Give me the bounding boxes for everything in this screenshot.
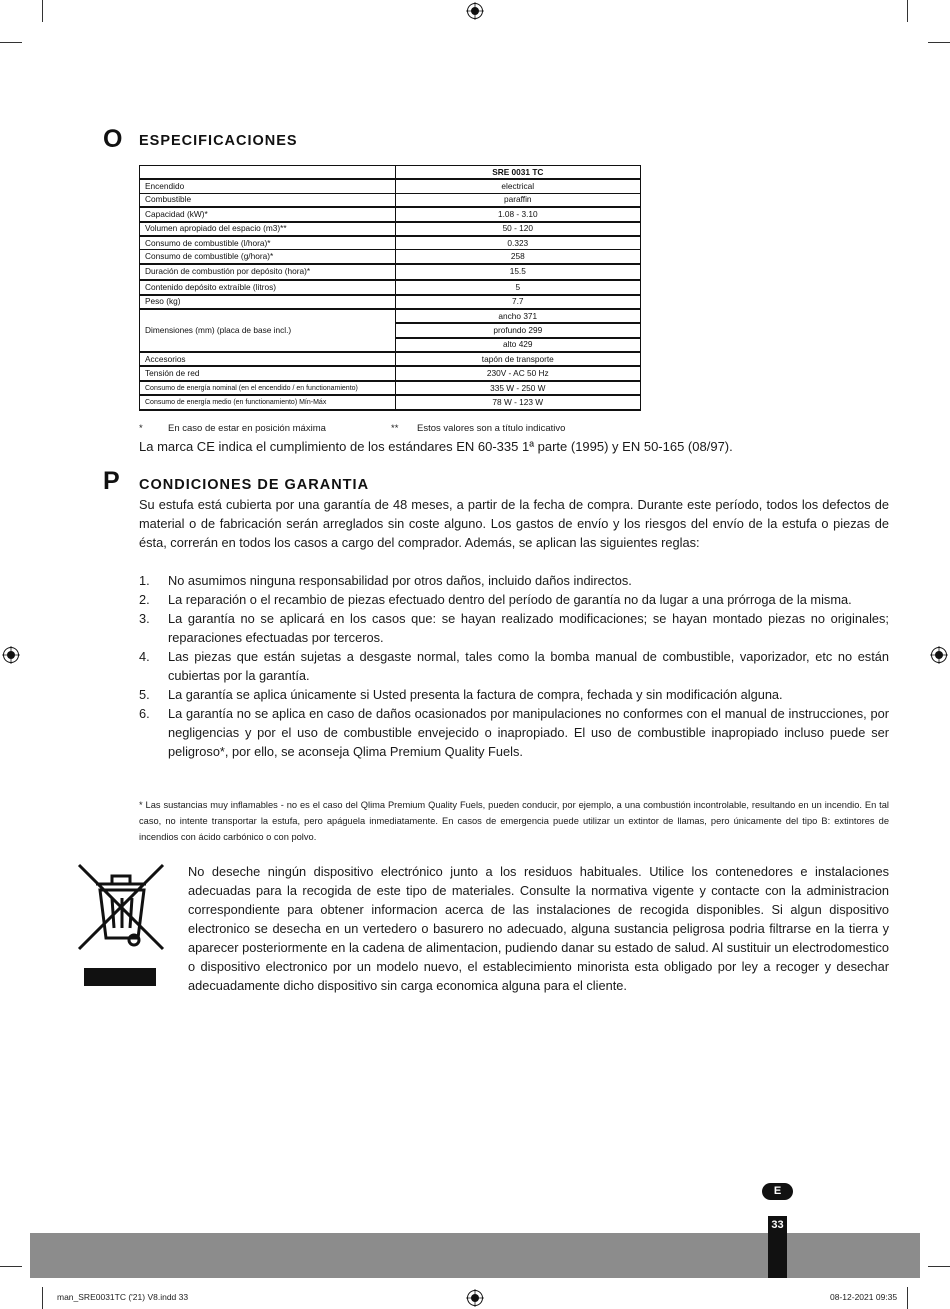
- table-row: [140, 381, 641, 395]
- row-value: paraffin: [395, 193, 640, 207]
- row-label: Capacidad (kW)*: [140, 207, 396, 221]
- table-row: [140, 207, 641, 221]
- list-item: [139, 685, 889, 704]
- list-text: La garantía se aplica únicamente si Usted presenta la factura de compra, fechada y sin modificación alguna.: [168, 687, 783, 702]
- list-text: Las piezas que están sujetas a desgaste normal, tales como la bomba manual de combustible, vaporizador, etc no están cubiertas por la garantía.: [168, 649, 889, 683]
- crop-mark: [42, 0, 43, 22]
- table-row: [140, 366, 641, 380]
- table-header-empty: [140, 166, 396, 180]
- row-value: tapón de transporte: [395, 352, 640, 366]
- crop-mark: [0, 42, 22, 43]
- row-value: 15.5: [395, 264, 640, 280]
- row-value: 0.323: [395, 236, 640, 250]
- list-number: 5.: [139, 687, 150, 702]
- language-badge: E: [762, 1183, 793, 1200]
- section-letter: P: [103, 467, 120, 495]
- crop-mark: [0, 1266, 22, 1267]
- note-mark: **: [391, 423, 399, 434]
- list-item: [139, 571, 889, 590]
- crop-mark: [42, 1287, 43, 1309]
- row-label: Consumo de combustible (l/hora)*: [140, 236, 396, 250]
- row-label: Tensión de red: [140, 366, 396, 380]
- list-number: 1.: [139, 573, 150, 588]
- note-mark: *: [139, 423, 143, 434]
- list-text: No asumimos ninguna responsabilidad por otros daños, incluido daños indirectos.: [168, 573, 632, 588]
- dimension-width: ancho 371: [395, 309, 640, 323]
- list-item: [139, 590, 889, 609]
- specifications-table: [139, 165, 641, 411]
- list-text: La garantía no se aplicará en los casos que: se hayan realizado modificaciones; se hayan montado piezas no originales; reparaciones efectuadas por terceros.: [168, 611, 889, 645]
- dimension-depth: profundo 299: [395, 323, 640, 337]
- crop-mark: [928, 1266, 950, 1267]
- list-text: La garantía no se aplica en caso de daños ocasionados por manipulaciones no conformes con el manual de instrucciones, por negligencias y por el uso de combustible envejecido o inapropiado. El uso de combustible inapropiado incluso puede ser peligroso*, por ello, se aconseja Qlima Premium Quality Fuels.: [168, 706, 889, 759]
- list-number: 6.: [139, 706, 150, 721]
- registration-mark-icon: [466, 1289, 484, 1307]
- row-value: 230V - AC 50 Hz: [395, 366, 640, 380]
- row-label: Combustible: [140, 193, 396, 207]
- table-row: [140, 236, 641, 250]
- row-value: 7.7: [395, 295, 640, 309]
- row-label: Consumo de combustible (g/hora)*: [140, 250, 396, 264]
- row-label: Volumen apropiado del espacio (m3)**: [140, 222, 396, 236]
- list-item: [139, 609, 889, 647]
- row-label: Peso (kg): [140, 295, 396, 309]
- dimension-height: alto 429: [395, 338, 640, 352]
- table-row: [140, 193, 641, 207]
- section-letter: O: [103, 125, 123, 153]
- row-label: Consumo de energía nominal (en el encendido / en functionamiento): [140, 381, 396, 395]
- list-item: [139, 647, 889, 685]
- fuel-footnote: * Las sustancias muy inflamables - no es el caso del Qlima Premium Quality Fuels, pueden conducir, por ejemplo, a una combustión incontrolable, resultando en un incendio. En tal caso, no intente transportar la estufa, pero apáguela inmediatamente. En casos de emergencia puede utilizar un extintor de llamas, pero únicamente del tipo B: extintores de incendios con ácido carbónico o con polvo.: [139, 800, 889, 842]
- table-row: [140, 352, 641, 366]
- list-number: 3.: [139, 611, 150, 626]
- weee-disposal-text: No deseche ningún dispositivo electrónico junto a los residuos habituales. Utilice los contenedores e instalaciones adecuadas para la recogida de este tipo de materiales. Consulte la normativa vigente y contacte con la administracion correspondiente para obtener informacion acerca de las instalaciones de recogida disponibles. Si algun dispositivo electronico se desecha en un vertedero o basurero no adecuado, alguna sustancia peligrosa podria filtrarse en la tierra y aparecer posteriormente en la cadena de alimentacion, pudiendo danar su estado de salud. Al sustituir un electrodomestico o dispositivo electronico por un modelo nuevo, el establecimiento minorista esta obligado por ley a recoger y desechar adecuadamente dicho dispositivo sin carga economica alguna para el cliente.: [188, 864, 889, 993]
- row-label: Consumo de energía medio (en functionamiento) Mín-Máx: [140, 395, 396, 409]
- section-title-warranty: CONDICIONES DE GARANTIA: [139, 477, 370, 493]
- row-label: Duración de combustión por depósito (hora)*: [140, 264, 396, 280]
- table-row: [140, 264, 641, 280]
- list-number: 4.: [139, 649, 150, 664]
- row-label: Encendido: [140, 179, 396, 193]
- table-row: [140, 295, 641, 309]
- warranty-rules-list: [139, 571, 889, 761]
- print-slug-filename: man_SRE0031TC ('21) V8.indd 33: [57, 1292, 189, 1302]
- crop-mark: [907, 1287, 908, 1309]
- note-text: En caso de estar en posición máxima: [168, 423, 326, 434]
- note-text: Estos valores son a título indicativo: [417, 423, 566, 434]
- registration-mark-icon: [930, 646, 948, 664]
- table-row: [140, 179, 641, 193]
- list-item: [139, 704, 889, 761]
- warranty-intro: Su estufa está cubierta por una garantía de 48 meses, a partir de la fecha de compra. Durante este período, todos los defectos de material o de fabricación serán arreglados sin coste alguno. Los gastos de envío y los riesgos del envío de la estufa o piezas de ésta, correrán en todos los casos a cargo del comprador. Además, se aplican las siguientes reglas:: [139, 497, 889, 550]
- list-number: 2.: [139, 592, 150, 607]
- row-value: 5: [395, 280, 640, 294]
- table-row: [140, 280, 641, 294]
- crop-mark: [907, 0, 908, 22]
- crossed-out-wheelie-bin-icon: [76, 862, 166, 988]
- row-value: 258: [395, 250, 640, 264]
- registration-mark-icon: [2, 646, 20, 664]
- table-row: [140, 222, 641, 236]
- row-value: 1.08 - 3.10: [395, 207, 640, 221]
- table-row: [140, 309, 641, 323]
- row-label: Accesorios: [140, 352, 396, 366]
- list-text: La reparación o el recambio de piezas efectuado dentro del período de garantía no da lugar a una prórroga de la misma.: [168, 592, 852, 607]
- section-title-specifications: ESPECIFICACIONES: [139, 133, 298, 149]
- table-row: [140, 395, 641, 409]
- row-value: 78 W - 123 W: [395, 395, 640, 409]
- row-value: electrical: [395, 179, 640, 193]
- registration-mark-icon: [466, 2, 484, 20]
- table-row: [140, 250, 641, 264]
- dimensions-label: Dimensiones (mm) (placa de base incl.): [140, 309, 396, 352]
- crop-mark: [928, 42, 950, 43]
- row-value: 50 - 120: [395, 222, 640, 236]
- row-value: 335 W - 250 W: [395, 381, 640, 395]
- print-slug-date: 08-12-2021 09:35: [830, 1292, 898, 1302]
- page-number: 33: [771, 1219, 784, 1231]
- ce-marking-text: La marca CE indica el cumplimiento de los estándares EN 60-335 1ª parte (1995) y EN 50-165 (08/97).: [139, 439, 733, 454]
- row-label: Contenido depósito extraíble (litros): [140, 280, 396, 294]
- table-header-model: SRE 0031 TC: [395, 166, 640, 180]
